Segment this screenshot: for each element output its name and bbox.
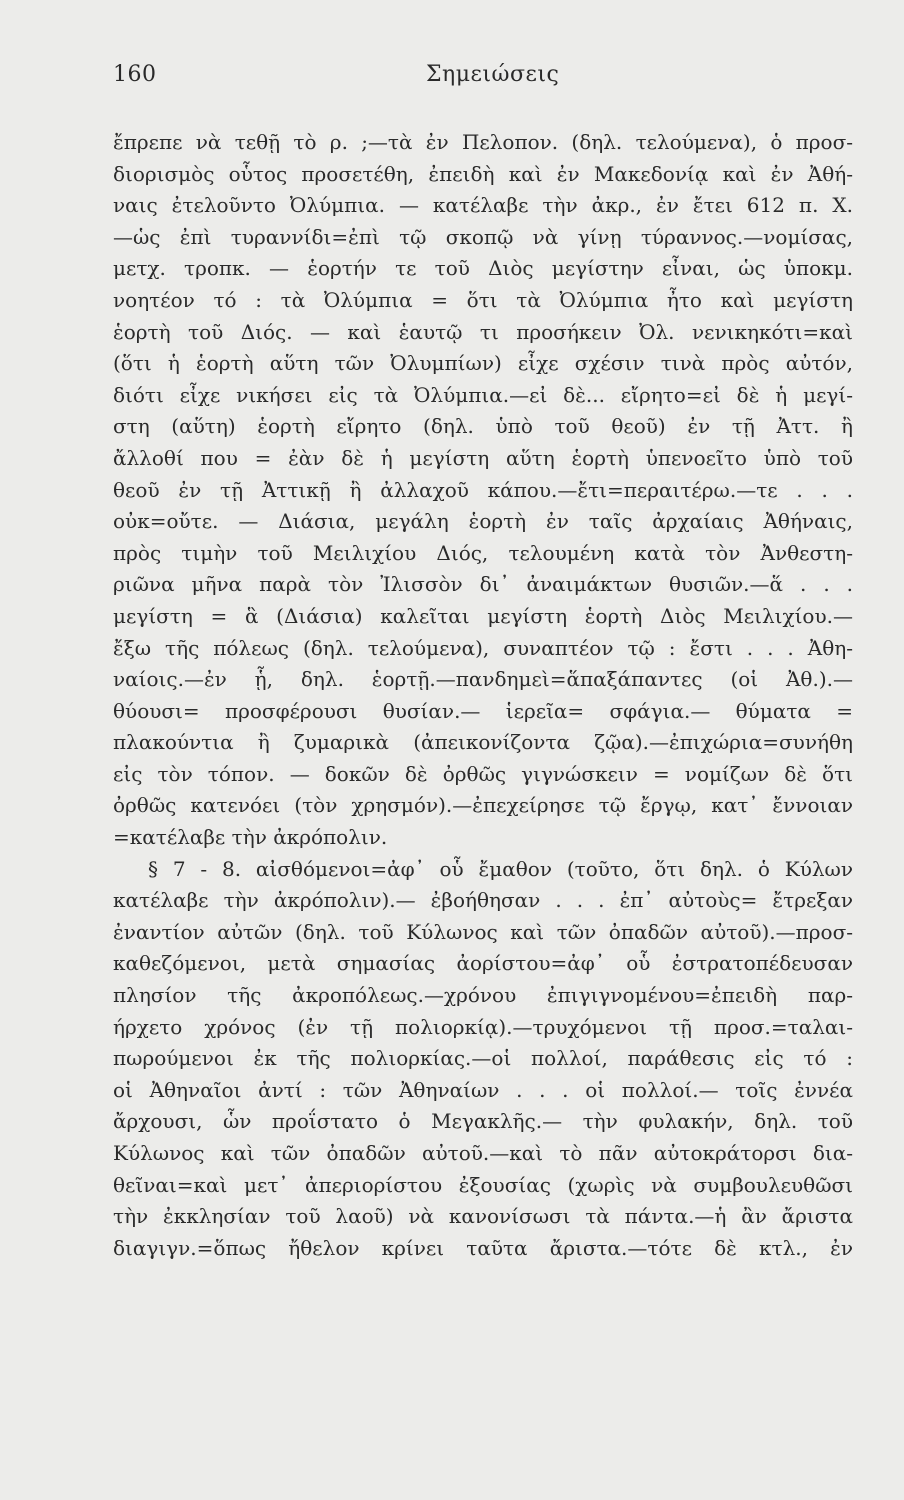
text-line: πλησίον τῆς ἀκροπόλεως.—χρόνου ἐπιγιγνομένου=ἐπειδὴ παρ- <box>113 983 853 1008</box>
text-line-paragraph-end: =κατέλαβε τὴν ἀκρόπολιν. <box>113 825 388 850</box>
text-line: ὀρθῶς κατενόει (τὸν χρησμόν).—ἐπεχείρησε τῷ ἔργῳ, κατ᾽ ἔννοιαν <box>113 793 853 818</box>
text-line: ἄλλοθί που = ἐὰν δὲ ἡ μεγίστη αὕτη ἑορτὴ ὑπενοεῖτο ὑπὸ τοῦ <box>113 445 853 470</box>
text-line: ἐναντίον αὐτῶν (δηλ. τοῦ Κύλωνος καὶ τῶν ὀπαδῶν αὐτοῦ).—προσ- <box>113 919 853 944</box>
text-line: ριῶνα μῆνα παρὰ τὸν Ἰλισσὸν δι᾽ ἀναιμάκτων θυσιῶν.—ἅ . . . <box>113 572 853 597</box>
text-line: θεοῦ ἐν τῇ Ἀττικῇ ἢ ἀλλαχοῦ κάπου.—ἔτι=περαιτέρω.—τε . . . <box>113 477 853 502</box>
text-line: μεγίστη = ἃ (Διάσια) καλεῖται μεγίστη ἑορτὴ Διὸς Μειλιχίου.— <box>113 603 853 628</box>
text-line: θεῖναι=καὶ μετ᾽ ἀπεριορίστου ἐξουσίας (χωρὶς νὰ συμβουλευθῶσι <box>113 1172 853 1197</box>
text-line: ναίοις.—ἐν ᾗ, δηλ. ἑορτῇ.—πανδημεὶ=ἅπαξάπαντες (οἱ Ἀθ.).— <box>113 667 853 692</box>
text-line: στη (αὕτη) ἑορτὴ εἴρητο (δηλ. ὑπὸ τοῦ θεοῦ) ἐν τῇ Ἀττ. ἢ <box>113 414 853 439</box>
text-line: εἰς τὸν τόπον. — δοκῶν δὲ ὀρθῶς γιγνώσκειν = νομίζων δὲ ὅτι <box>113 761 853 786</box>
text-line: —ὡς ἐπὶ τυραννίδι=ἐπὶ τῷ σκοπῷ νὰ γίνῃ τύραννος.—νομίσας, <box>113 224 853 249</box>
text-line: ἔπρεπε νὰ τεθῇ τὸ ρ. ;—τὰ ἐν Πελοπον. (δηλ. τελούμενα), ὁ προσ- <box>113 130 853 154</box>
running-title: Σημειώσεις <box>426 62 560 87</box>
text-line: νοητέον τό : τὰ Ὀλύμπια = ὅτι τὰ Ὀλύμπια ἦτο καὶ μεγίστη <box>113 287 853 312</box>
text-line: οἱ Ἀθηναῖοι ἀντί : τῶν Ἀθηναίων . . . οἱ πολλοί.— τοῖς ἐννέα <box>113 1077 853 1102</box>
text-line: διότι εἶχε νικήσει εἰς τὰ Ὀλύμπια.—εἰ δὲ... εἴρητο=εἰ δὲ ἡ μεγί- <box>113 382 853 407</box>
text-line: διαγιγν.=ὅπως ἤθελον κρίνει ταῦτα ἄριστα.—τότε δὲ κτλ., ἐν <box>113 1235 853 1260</box>
text-line: θύουσι= προσφέρουσι θυσίαν.— ἱερεῖα= σφάγια.— θύματα = <box>113 698 853 723</box>
text-line: τὴν ἐκκλησίαν τοῦ λαοῦ) νὰ κανονίσωσι τὰ πάντα.—ἡ ἂν ἄριστα <box>113 1204 853 1229</box>
text-line: διορισμὸς οὗτος προσετέθη, ἐπειδὴ καὶ ἐν Μακεδονίᾳ καὶ ἐν Ἀθή- <box>113 161 853 186</box>
text-line: πρὸς τιμὴν τοῦ Μειλιχίου Διός, τελουμένη κατὰ τὸν Ἀνθεστη- <box>113 540 853 565</box>
text-line: Κύλωνος καὶ τῶν ὀπαδῶν αὐτοῦ.—καὶ τὸ πᾶν αὐτοκράτορσι δια- <box>113 1141 853 1165</box>
text-line: πωρούμενοι ἐκ τῆς πολιορκίας.—οἱ πολλοί, παράθεσις εἰς τό : <box>113 1046 853 1071</box>
text-line: καθεζόμενοι, μετὰ σημασίας ἀορίστου=ἀφ᾽ οὗ ἐστρατοπέδευσαν <box>113 951 853 976</box>
text-line: πλακούντια ἢ ζυμαρικὰ (ἀπεικονίζοντα ζῷα).—ἐπιχώρια=συνήθη <box>113 730 853 755</box>
notes-text <box>113 127 853 1264</box>
text-line: κατέλαβε τὴν ἀκρόπολιν).— ἐβοήθησαν . . . ἐπ᾽ αὐτοὺς= ἔτρεξαν <box>113 888 853 913</box>
text-line: μετχ. τροπκ. — ἑορτήν τε τοῦ Διὸς μεγίστην εἶναι, ὡς ὑποκμ. <box>113 256 853 281</box>
text-line-section-start: § 7 - 8. αἰσθόμενοι=ἀφ᾽ οὗ ἔμαθον (τοῦτο, ὅτι δηλ. ὁ Κύλων <box>148 856 853 881</box>
page-number: 160 <box>113 62 157 87</box>
text-line: ἑορτὴ τοῦ Διός. — καὶ ἑαυτῷ τι προσήκειν Ὀλ. νενικηκότι=καὶ <box>113 319 853 344</box>
text-line: οὐκ=οὔτε. — Διάσια, μεγάλη ἑορτὴ ἐν ταῖς ἀρχαίαις Ἀθήναις, <box>113 509 853 534</box>
text-line: (ὅτι ἡ ἑορτὴ αὕτη τῶν Ὀλυμπίων) εἶχε σχέσιν τινὰ πρὸς αὐτόν, <box>113 351 853 376</box>
text-line: ἄρχουσι, ὧν προΐστατο ὁ Μεγακλῆς.— τὴν φυλακήν, δηλ. τοῦ <box>113 1109 853 1134</box>
text-line: ναις ἐτελοῦντο Ὀλύμπια. — κατέλαβε τὴν ἀκρ., ἐν ἔτει 612 π. Χ. <box>113 193 853 218</box>
page-header <box>113 62 853 94</box>
text-line: ήρχετο χρόνος (ἐν τῇ πολιορκίᾳ).—τρυχόμενοι τῇ προσ.=ταλαι- <box>113 1014 853 1039</box>
text-line: ἔξω τῆς πόλεως (δηλ. τελούμενα), συναπτέον τῷ : ἔστι . . . Ἀθη- <box>113 635 853 660</box>
